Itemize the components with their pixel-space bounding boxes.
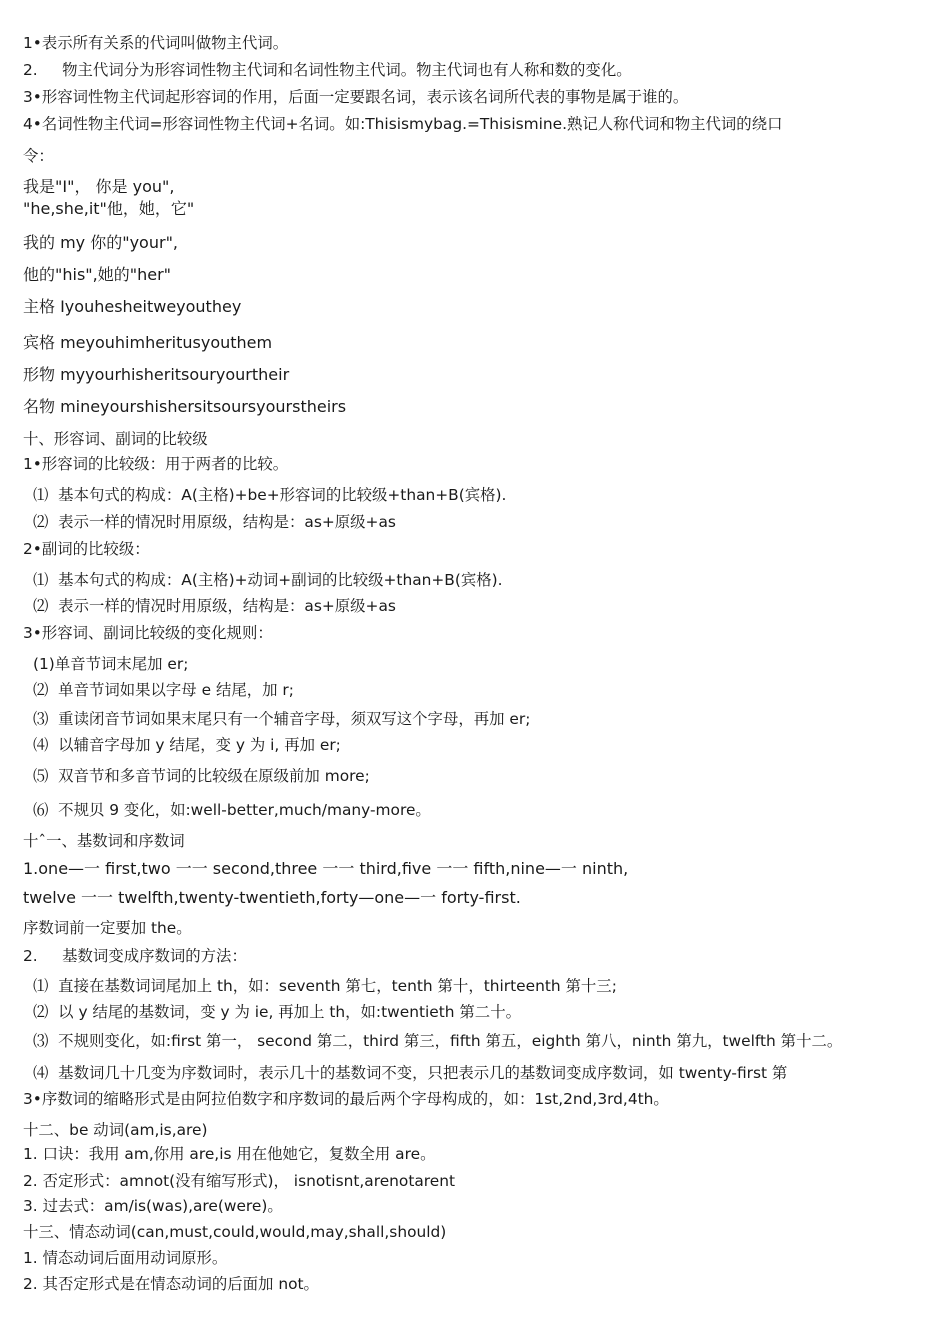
list-item: (1)单音节词末尾加 er; <box>33 655 189 673</box>
text-line: 我是"I"， 你是 you", <box>23 177 175 196</box>
list-item: ⑵ 以 y 结尾的基数词，变 y 为 ie, 再加上 th，如:twentieth 第二十。 <box>33 1003 521 1021</box>
text-line: 名物 mineyourshishersitsoursyourstheirs <box>23 397 347 416</box>
list-item: ⑵ 表示一样的情况时用原级，结构是：as+原级+as <box>33 597 396 615</box>
section-heading: 十、形容词、副词的比较级 <box>23 430 208 448</box>
list-item: ⑷ 以辅音字母加 y 结尾，变 y 为 i, 再加 er; <box>33 736 341 754</box>
list-item: ⑴ 直接在基数词词尾加上 th，如：seventh 第七，tenth 第十，thirteenth 第十三; <box>33 977 617 995</box>
text-line: 3. 过去式：am/is(was),are(were)。 <box>23 1197 283 1215</box>
section-heading: 十ˆ一、基数词和序数词 <box>23 832 185 850</box>
text-line: 形物 myyourhisheritsouryourtheir <box>23 365 290 384</box>
text-line: 我的 my 你的"your", <box>23 233 179 252</box>
list-item: ⑵ 表示一样的情况时用原级，结构是：as+原级+as <box>33 513 396 531</box>
list-item: ⑹ 不规贝 9 变化，如:well-better,much/many-more。 <box>33 801 431 819</box>
text-line: 2. 其否定形式是在情态动词的后面加 not。 <box>23 1275 319 1293</box>
text-line: 4•名词性物主代词=形容词性物主代词+名词。如:Thisismybag.=Thisismine.熟记人称代词和物主代词的绕口 <box>23 115 783 133</box>
list-item: ⑸ 双音节和多音节词的比较级在原级前加 more; <box>33 767 370 785</box>
text-line: 3•序数词的缩略形式是由阿拉伯数字和序数词的最后两个字母构成的，如：1st,2nd,3rd,4th。 <box>23 1090 669 1108</box>
section-heading: 十二、be 动词(am,is,are) <box>23 1121 208 1139</box>
text-line: 2•副词的比较级： <box>23 540 150 558</box>
list-item: ⑵ 单音节词如果以字母 e 结尾，加 r; <box>33 681 294 699</box>
section-heading: 十三、情态动词(can,must,could,would,may,shall,should) <box>23 1223 447 1241</box>
text-line: 2. 否定形式：amnot(没有缩写形式)， isnotisnt,arenotarent <box>23 1172 456 1190</box>
text-line: 1. 口诀：我用 am,你用 are,is 用在他她它，复数全用 are。 <box>23 1145 436 1163</box>
text-line: 2. 物主代词分为形容词性物主代词和名词性物主代词。物主代词也有人称和数的变化。 <box>23 61 632 79</box>
text-line: 宾格 meyouhimheritusyouthem <box>23 333 273 352</box>
text-line: 1. 情态动词后面用动词原形。 <box>23 1249 228 1267</box>
text-line: 1•形容词的比较级：用于两者的比较。 <box>23 455 289 473</box>
text-line: 3•形容词性物主代词起形容词的作用，后面一定要跟名词，表示该名词所代表的事物是属于谁的。 <box>23 88 689 106</box>
list-item: ⑴ 基本句式的构成：A(主格)+动词+副词的比较级+than+B(宾格). <box>33 571 503 589</box>
text-line: 他的"his",她的"her" <box>23 265 172 284</box>
text-line: "he,she,it"他，她，它" <box>23 199 195 218</box>
list-item: ⑶ 重读闭音节词如果末尾只有一个辅音字母，须双写这个字母，再加 er; <box>33 710 531 728</box>
text-line: 1•表示所有关系的代词叫做物主代词。 <box>23 34 289 52</box>
list-item: ⑷ 基数词几十几变为序数词时，表示几十的基数词不变，只把表示几的基数词变成序数词，如 twenty-first 第 <box>33 1064 788 1082</box>
text-line: 令： <box>23 147 54 165</box>
list-item: ⑶ 不规则变化，如:first 第一， second 第二，third 第三，fifth 第五，eighth 第八，ninth 第九，twelfth 第十二。 <box>33 1032 843 1050</box>
text-line: 主格 Iyouhesheitweyouthey <box>23 297 242 316</box>
text-line: 2. 基数词变成序数词的方法： <box>23 947 247 965</box>
list-item: ⑴ 基本句式的构成：A(主格)+be+形容词的比较级+than+B(宾格). <box>33 486 507 504</box>
text-line: twelve 一一 twelfth,twenty-twentieth,forty—one—一 forty-first. <box>23 888 521 907</box>
text-line: 1.one—一 first,two 一一 second,three 一一 third,five 一一 fifth,nine—一 ninth, <box>23 859 629 878</box>
text-line: 序数词前一定要加 the。 <box>23 919 192 937</box>
text-line: 3•形容词、副词比较级的变化规则： <box>23 624 273 642</box>
